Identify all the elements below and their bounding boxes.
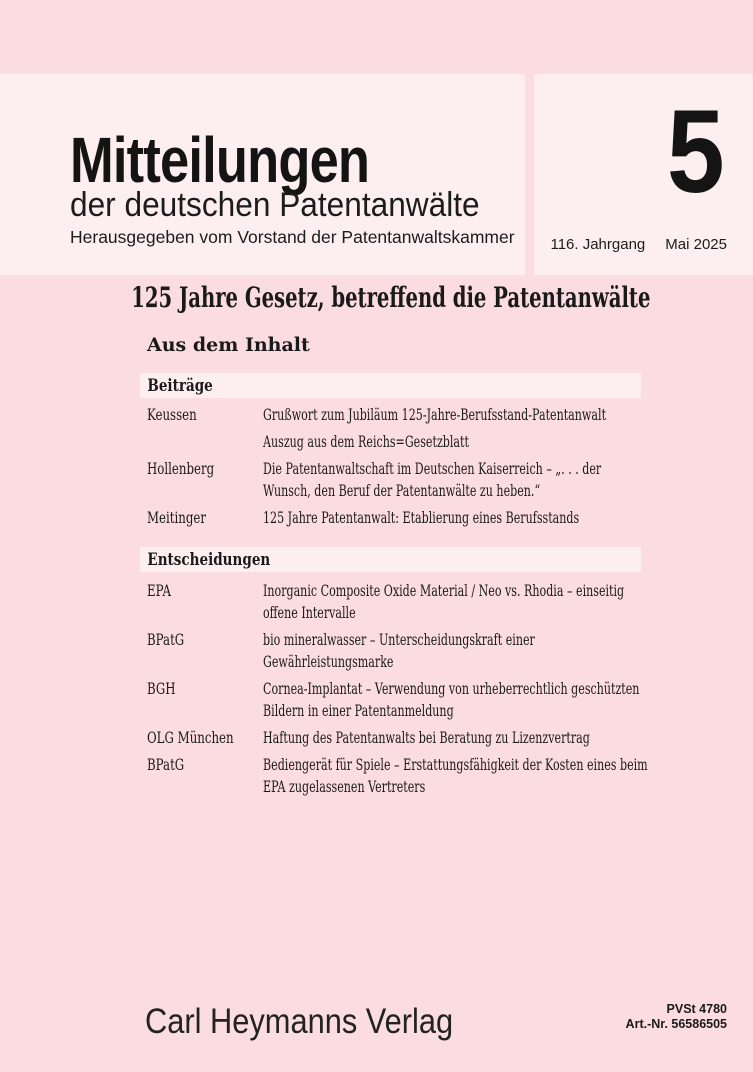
publisher-name: Carl Heymanns Verlag [145,1002,454,1041]
author-cell [147,754,263,798]
author-name: Keussen [147,406,197,424]
article-number: Art.-Nr. 56586505 [625,1017,727,1031]
journal-subtitle: der deutschen Patentanwälte [70,186,480,224]
toc-row [147,404,653,426]
author-cell [147,629,263,673]
journal-title: Mitteilungen [70,124,370,196]
issue-number: 5 [667,86,725,218]
toc-row [147,629,653,673]
entry-title: Auszug aus dem Reichs=Gesetzblatt [263,433,469,451]
entry-title: Bediengerät für Spiele – Erstattungsfähigkeit der Kosten eines beim EPA zugelassenen Vertreters [263,756,648,796]
author-cell [147,678,263,722]
toc-rows-entscheidungen [147,580,653,803]
section-heading-entscheidungen [140,547,641,572]
issue-panel [534,74,753,275]
entry-title: 125 Jahre Patentanwalt: Etablierung eines Berufsstands [263,509,580,527]
title-cell [263,404,753,426]
section-heading-beitraege-text: Beiträge [147,376,213,395]
footer-codes [626,1002,727,1032]
masthead-panel [0,74,525,275]
issue-date: Mai 2025 [665,236,727,253]
author-cell [147,727,263,749]
toc-row [147,754,653,798]
court-name: BPatG [147,631,185,649]
author-cell [147,404,263,426]
volume-label: 116. Jahrgang [550,236,646,253]
entry-title: Grußwort zum Jubiläum 125-Jahre-Berufsstand-Patentanwalt [263,406,607,424]
title-cell [263,629,753,673]
author-name: Meitinger [147,509,207,527]
title-cell [263,580,753,624]
entry-title: Haftung des Patentanwalts bei Beratung zu Lizenzvertrag [263,729,590,747]
toc-row [147,507,653,529]
court-name: BGH [147,680,176,698]
entry-title: bio mineralwasser – Unterscheidungskraft einer Gewährleistungsmarke [263,631,535,671]
title-cell [263,458,753,502]
toc-row [147,458,653,502]
author-cell [147,458,263,502]
entry-title: Inorganic Composite Oxide Material / Neo vs. Rhodia – einseitig offene Intervalle [263,582,625,622]
title-cell [263,507,753,529]
author-cell [147,580,263,624]
title-cell [263,431,753,453]
title-cell [263,754,753,798]
toc-intro-text: Aus dem Inhalt [147,334,310,356]
cover-headline-text: 125 Jahre Gesetz, betreffend die Patentanwälte [130,281,651,314]
issue-meta [550,236,727,253]
entry-title: Die Patentanwaltschaft im Deutschen Kaiserreich – „. . . der Wunsch, den Beruf der Patentanwälte zu heben.“ [263,460,602,500]
section-heading-entscheidungen-text: Entscheidungen [147,550,271,569]
title-cell [263,678,753,722]
author-cell [147,431,263,453]
toc-rows-beitraege [147,404,653,534]
title-cell [263,727,753,749]
author-cell [147,507,263,529]
toc-row [147,678,653,722]
court-name: EPA [147,582,171,600]
court-name: BPatG [147,756,185,774]
journal-tagline: Herausgegeben vom Vorstand der Patentanwaltskammer [70,227,515,247]
toc-intro [147,334,310,356]
toc-row [147,727,653,749]
toc-row [147,431,653,453]
section-heading-beitraege [140,373,641,398]
postal-code: PVSt 4780 [666,1002,727,1016]
toc-row [147,580,653,624]
court-name: OLG München [147,729,234,747]
cover-headline [130,281,651,314]
entry-title: Cornea-Implantat – Verwendung von urheberrechtlich geschützten Bildern in einer Patentanmeldung [263,680,640,720]
author-name: Hollenberg [147,460,215,478]
